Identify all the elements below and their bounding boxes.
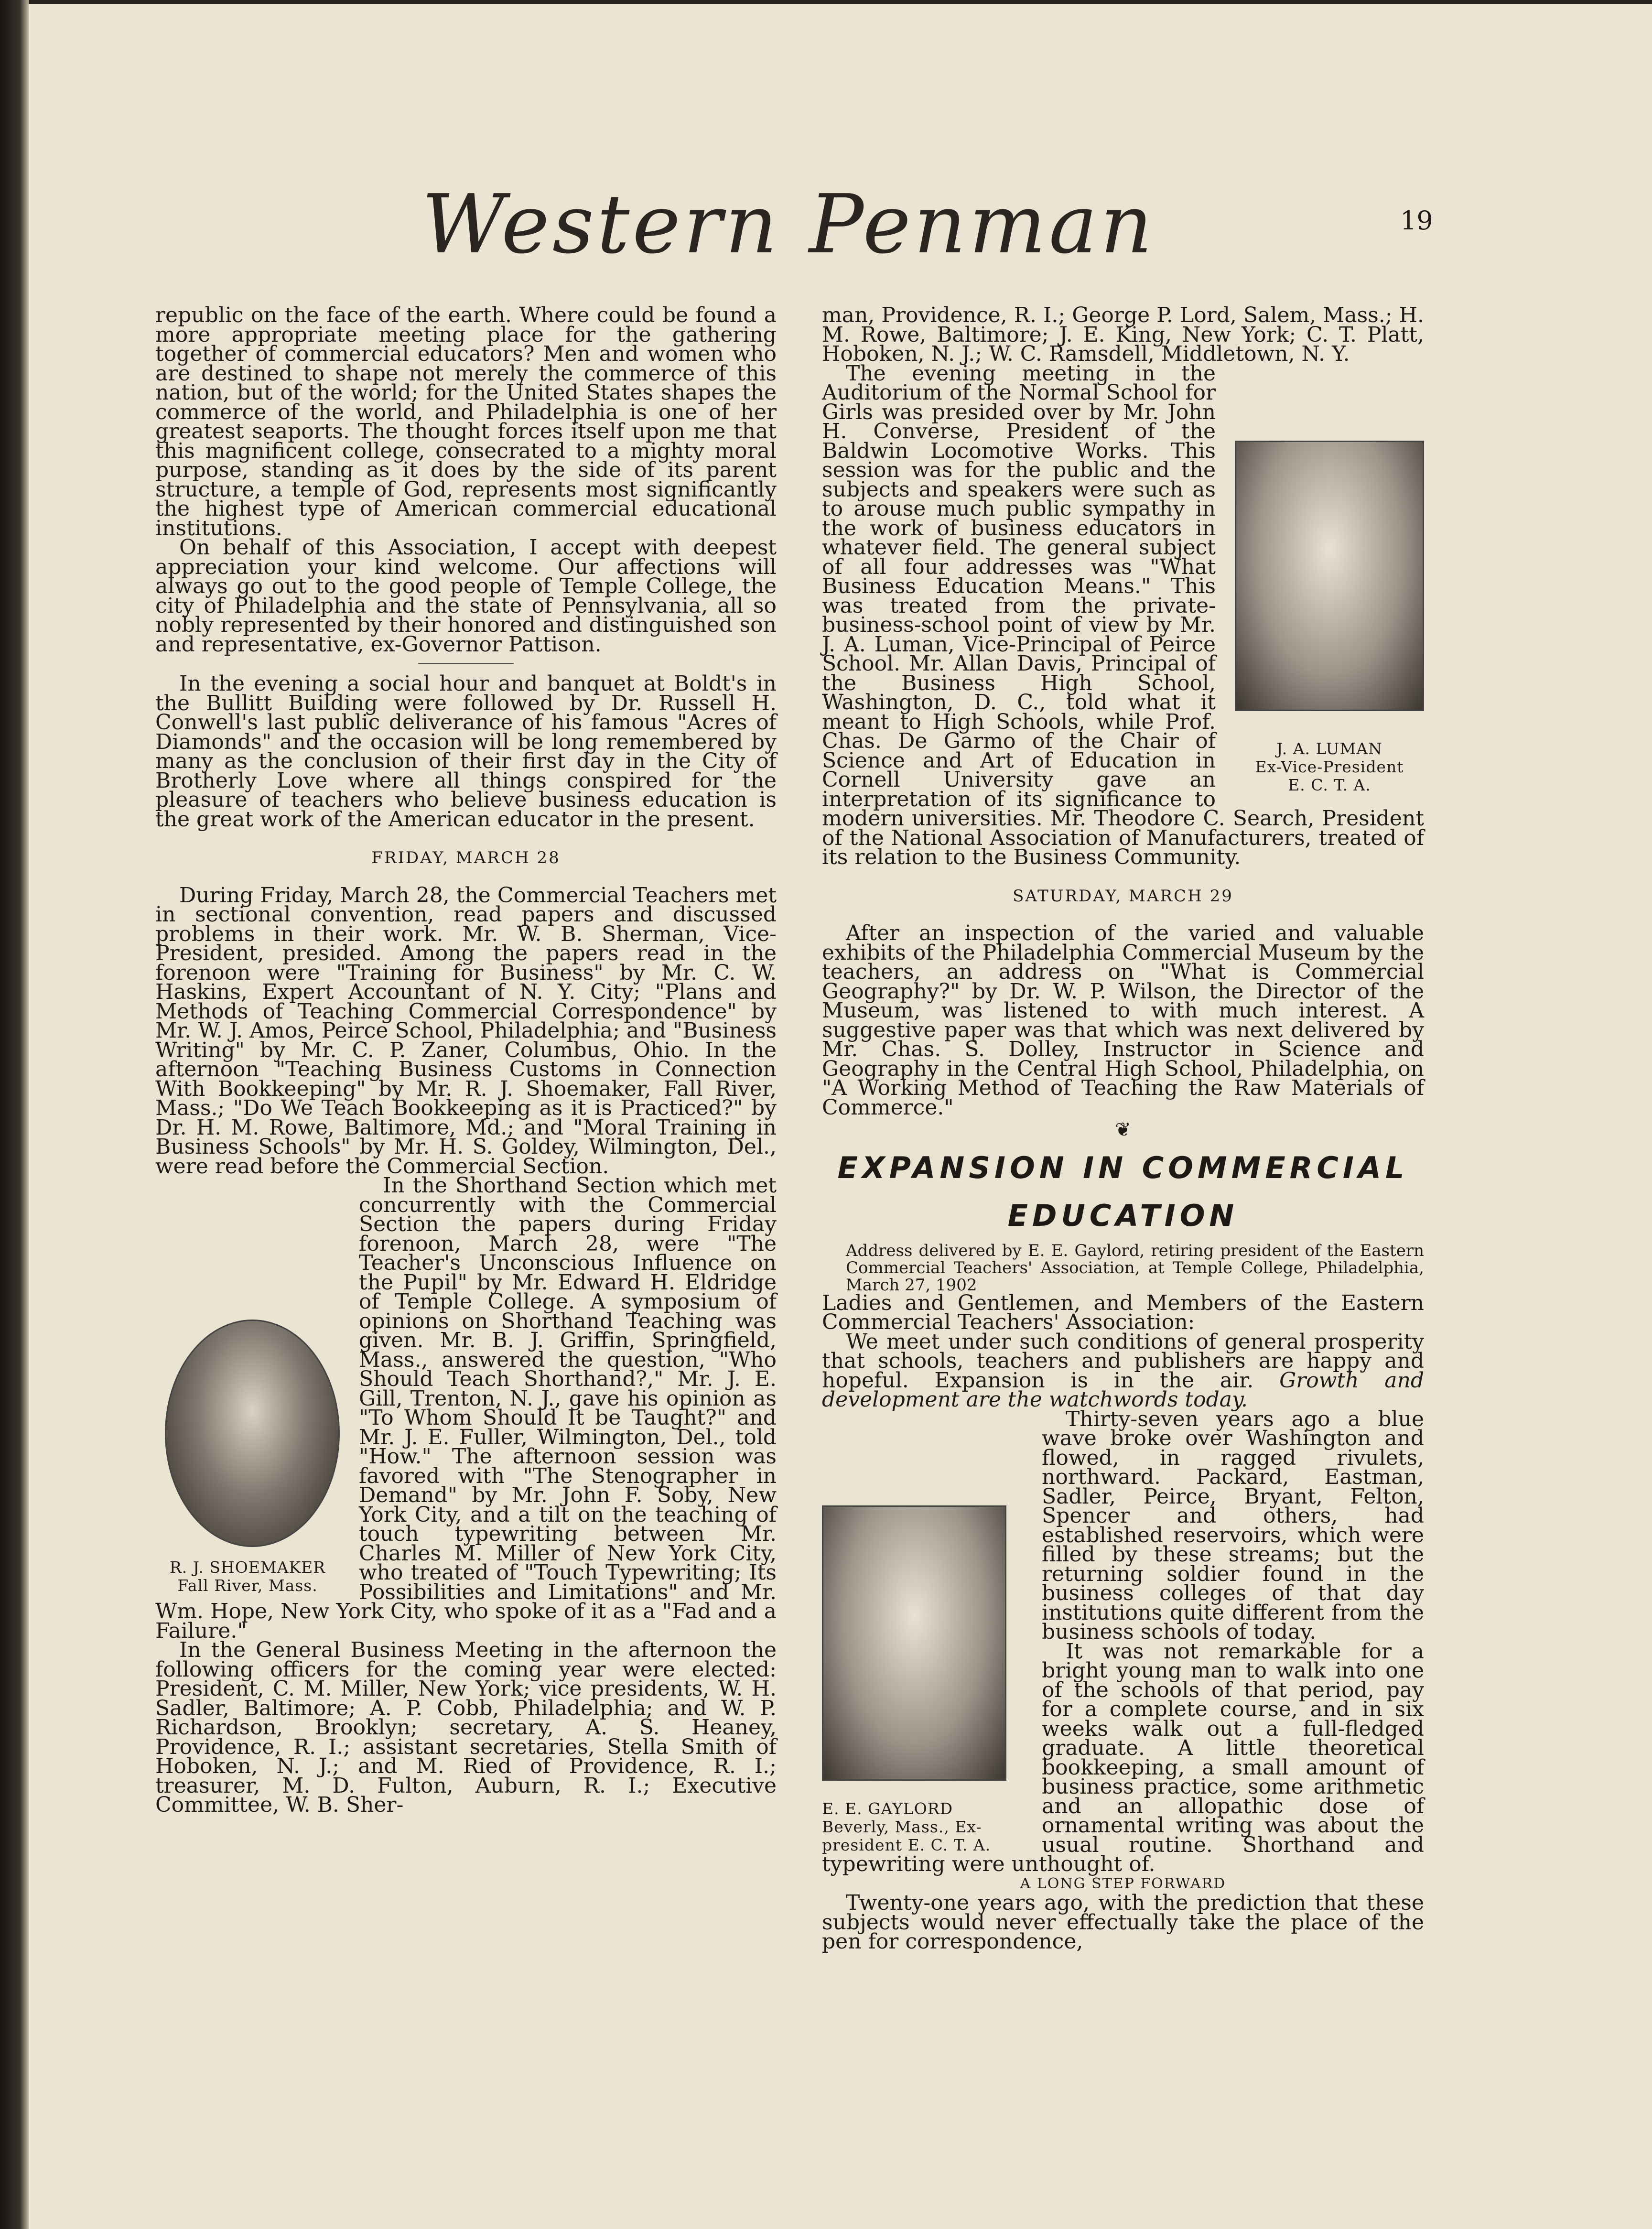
portrait-image: [822, 1505, 1006, 1781]
paragraph: It was not remarkable for a bright young man to walk into one of the schools of that period, pay for a complete course, and in six weeks walk out a full-fledged graduate. A little theoretical bookkeeping, a small amount of business practice, some arithmetic and an allopathic dose of ornamental writing was about the usual routine. Shorthand and typewriting were unthought of.: [822, 1639, 1424, 1876]
address-intro: Address delivered by E. E. Gaylord, retiring president of the Eastern Commercial Teachers' Association, at Temple College, Philadelphia, March 27, 1902: [846, 1241, 1424, 1295]
portrait-image: [165, 1320, 340, 1547]
emphasis-text: Growth and development are the watchwords today.: [822, 1368, 1424, 1412]
section-heading-saturday: SATURDAY, MARCH 29: [1013, 886, 1233, 906]
paragraph: During Friday, March 28, the Commercial Teachers met in sectional convention, read papers and discussed problems in their work. Mr. W. B. Sherman, Vice-President, presided. Among the papers read in the forenoon were "Training for Business" by Mr. C. W. Haskins, Expert Accountant of N. Y. City; "Plans and Methods of Teaching Commercial Correspondence" by Mr. W. J. Amos, Peirce School, Philadelphia; and "Business Writing" by Mr. C. P. Zaner, Columbus, Ohio. In the afternoon "Teaching Business Customs in Connection With Bookkeeping" by Mr. R. J. Shoemaker, Fall River, Mass.; "Do We Teach Bookkeeping as it is Practiced?" by Dr. H. M. Rowe, Baltimore, Md.; and "Moral Training in Business Schools" by Mr. H. S. Goldey, Wilmington, Del., were read before the Commercial Section.: [155, 883, 777, 1179]
photo-luman: [1235, 441, 1424, 794]
photo-caption: R. J. SHOEMAKER: [169, 1558, 326, 1577]
portrait-image: [1235, 441, 1424, 711]
paragraph: The evening meeting in the Auditorium of the Normal School for Girls was presided over by Mr. John H. Converse, President of the Baldwin Locomotive Works. This session was for the public and the subjects and speakers were such as to arouse much public sympathy in the work of business educators in whatever field. The general subject of all four addresses was "What Business Education Means." This was treated from the private-business-school point of view by Mr. J. A. Luman, Vice-Principal of Peirce School. Mr. Allan Davis, Principal of the Business High School, Washington, D. C., told what it meant to High Schools, while Prof. Chas. De Garmo of the Chair of Science and Art of Education in Cornell University gave an interpretation of its significance to modern universities. Mr. Theodore C. Search, President of the National Association of Manufacturers, treated of its relation to the Business Community.: [822, 361, 1424, 869]
page-binding: [0, 0, 29, 2229]
paragraph: In the evening a social hour and banquet at Boldt's in the Bullitt Building were followed by Dr. Russell H. Conwell's last public deliverance of his famous "Acres of Diamonds" and the occasion will be long remembered by many as the conclusion of their first day in the City of Brotherly Love where all things conspired for the pleasure of teachers who believe business education is the great work of the American educator in the present.: [155, 671, 777, 832]
photo-gaylord: [822, 1505, 1023, 1854]
photo-caption: E. E. GAYLORD: [822, 1799, 953, 1818]
photo-caption: Beverly, Mass., Ex-president E. C. T. A.: [822, 1817, 991, 1854]
right-column: [822, 303, 1424, 1954]
section-heading-friday: FRIDAY, MARCH 28: [371, 848, 561, 867]
photo-caption: E. C. T. A.: [1288, 775, 1371, 794]
paragraph: republic on the face of the earth. Where could be found a more appropriate meeting place for the gathering together of commercial educators? Men and women who are destined to shape not merely the commerce of this nation, but of the world; for the United States shapes the commerce of the world, and Philadelphia is one of her greatest seaports. The thought forces itself upon me that this magnificent college, consecrated to a mighty moral purpose, standing as it does by the side of its parent structure, a temple of God, represents most significantly the highest type of American commercial educational institutions.: [155, 303, 777, 541]
ornament-icon: ❦: [1115, 1119, 1131, 1141]
masthead-title: Western Penman: [421, 177, 1155, 272]
paragraph: Ladies and Gentlemen, and Members of the Eastern Commercial Teachers' Association:: [822, 1290, 1424, 1334]
headline-line-2: EDUCATION: [1007, 1198, 1239, 1233]
paragraph-text: We meet under such conditions of general prosperity that schools, teachers and publishers are happy and hopeful. Expansion is in the air.: [822, 1329, 1424, 1393]
paragraph: On behalf of this Association, I accept with deepest appreciation your kind welcome. Our affections will always go out to the good people of Temple College, the city of Philadelphia and the state of Pennsylvania, all so nobly represented by their honored and distinguished son and representative, ex-Governor Pattison.: [155, 535, 777, 657]
paragraph: In the Shorthand Section which met concurrently with the Commercial Section the papers during Friday forenoon, March 28, were "The Teacher's Unconscious Influence on the Pupil" by Mr. Edward H. Eldridge of Temple College. A symposium of opinions on Shorthand Teaching was given. Mr. B. J. Griffin, Springfield, Mass., answered the question, "Who Should Teach Shorthand?," Mr. J. E. Gill, Trenton, N. J., gave his opinion as "To Whom Should It be Taught?" and Mr. J. E. Fuller, Wilmington, Del., told "How." The afternoon session was favored with "The Stenographer in Demand" by Mr. John F. Soby, New York City, and a tilt on the teaching of touch typewriting between Mr. Charles M. Miller of New York City, who treated of "Touch Typewriting; Its Possibilities and Limitations" and Mr. Wm. Hope, New York City, who spoke of it as a "Fad and a Failure.": [155, 1173, 777, 1643]
left-column: [155, 303, 777, 1817]
photo-caption: Ex-Vice-President: [1255, 757, 1404, 776]
page-number: 19: [1400, 206, 1433, 236]
headline-line-1: EXPANSION IN COMMERCIAL: [837, 1150, 1409, 1185]
paragraph: Twenty-one years ago, with the prediction that these subjects would never effectually take the place of the pen for correspondence,: [822, 1891, 1424, 1954]
divider: [418, 663, 514, 664]
masthead: [421, 172, 1156, 287]
paragraph: After an inspection of the varied and valuable exhibits of the Philadelphia Commercial Museum by the teachers, an address on "What is Commercial Geography?" by Dr. W. P. Wilson, the Director of the Museum, was listened to with much interest. A suggestive paper was that which was next delivered by Mr. Chas. S. Dolley, Instructor in Science and Geography in the Central High School, Philadelphia, on "A Working Method of Teaching the Raw Materials of Commerce.": [822, 921, 1424, 1120]
photo-caption: J. A. LUMAN: [1276, 739, 1382, 758]
paragraph: [822, 1329, 1424, 1412]
subsection-heading: A LONG STEP FORWARD: [1020, 1875, 1226, 1892]
photo-shoemaker: [155, 1320, 340, 1595]
paragraph: Thirty-seven years ago a blue wave broke over Washington and flowed, in ragged rivulets, northward. Packard, Eastman, Sadler, Peirce, Bryant, Felton, Spencer and others, had established reservoirs, which were filled by these streams; but the returning soldier found in the business colleges of that day institutions quite different from the business schools of today.: [1042, 1407, 1424, 1644]
photo-caption: Fall River, Mass.: [177, 1576, 318, 1595]
paragraph: man, Providence, R. I.; George P. Lord, Salem, Mass.; H. M. Rowe, Baltimore; J. E. King, New York; C. T. Platt, Hoboken, N. J.; W. C. Ramsdell, Middletown, N. Y.: [822, 303, 1424, 366]
paragraph: In the General Business Meeting in the afternoon the following officers for the coming year were elected: President, C. M. Miller, New York; vice presidents, W. H. Sadler, Baltimore; A. P. Cobb, Philadelphia; and W. P. Richardson, Brooklyn; secretary, A. S. Heaney, Providence, R. I.; assistant secretaries, Stella Smith of Hoboken, N. J.; and M. Ried of Providence, R. I.; treasurer, M. D. Fulton, Auburn, R. I.; Executive Committee, W. B. Sher-: [155, 1638, 777, 1817]
